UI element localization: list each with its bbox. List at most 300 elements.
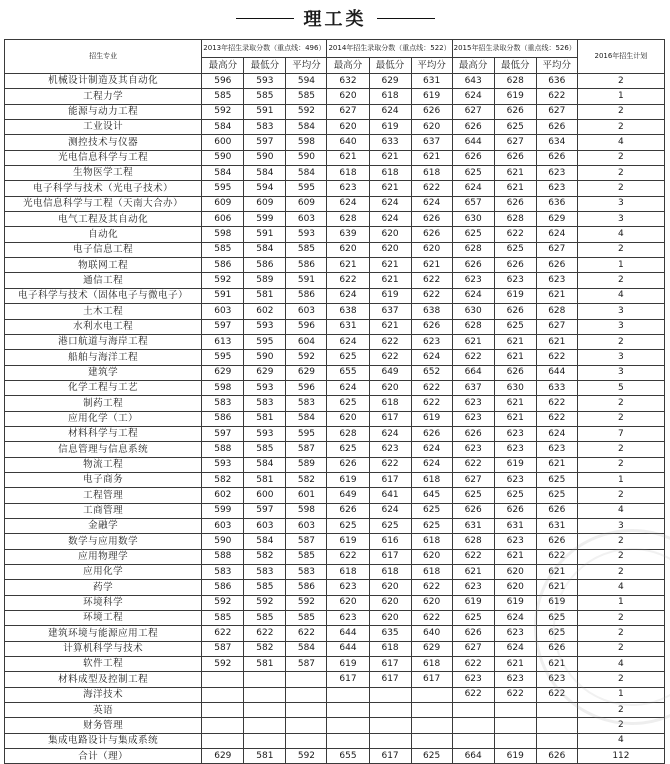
- min-2013-cell: 584: [244, 534, 286, 549]
- table-row: [5, 135, 665, 150]
- avg-2014-cell: [411, 687, 452, 702]
- plan-2016-cell: 3: [577, 212, 664, 227]
- avg-2015-cell: 623: [536, 181, 577, 196]
- min-2014-cell: 620: [369, 242, 411, 257]
- max-2014-cell: 620: [327, 242, 369, 257]
- max-2015-cell: 621: [452, 565, 494, 580]
- major-cell: 水利水电工程: [5, 319, 202, 334]
- avg-2015-cell: 626: [536, 749, 577, 764]
- plan-2016-cell: 2: [577, 641, 664, 656]
- max-2015-cell: 619: [452, 595, 494, 610]
- max-2015-cell: 624: [452, 288, 494, 303]
- min-2013-cell: 589: [244, 273, 286, 288]
- table-row: [5, 565, 665, 580]
- major-cell: 环境工程: [5, 611, 202, 626]
- plan-2016-cell: 1: [577, 258, 664, 273]
- max-2015-cell: 657: [452, 196, 494, 211]
- max-2013-cell: 591: [202, 288, 244, 303]
- plan-2016-cell: 1: [577, 472, 664, 487]
- min-2015-cell: 621: [494, 549, 536, 564]
- avg-2015-cell: 627: [536, 242, 577, 257]
- max-2013-cell: 584: [202, 166, 244, 181]
- major-cell: 物联网工程: [5, 258, 202, 273]
- min-2014-cell: 618: [369, 89, 411, 104]
- max-2013-cell: 585: [202, 242, 244, 257]
- max-2013-cell: 595: [202, 181, 244, 196]
- plan-2016-cell: 2: [577, 396, 664, 411]
- max-2015-cell: 623: [452, 442, 494, 457]
- table-body: [5, 74, 665, 764]
- year-2015-header: 2015年招生录取分数（重点线：526）: [452, 40, 577, 58]
- avg-2015-cell: 624: [536, 227, 577, 242]
- plan-2016-cell: 2: [577, 611, 664, 626]
- plan-2016-cell: 2: [577, 166, 664, 181]
- max-2015-cell: 626: [452, 120, 494, 135]
- max-2013-cell: [202, 718, 244, 733]
- plan-2016-cell: 2: [577, 120, 664, 135]
- min-2013-cell: 585: [244, 442, 286, 457]
- major-cell: 环境科学: [5, 595, 202, 610]
- min-2013-cell: 609: [244, 196, 286, 211]
- total-row: [5, 749, 665, 764]
- min-2013-cell: 593: [244, 74, 286, 89]
- table-row: [5, 611, 665, 626]
- min-2015-cell: 619: [494, 749, 536, 764]
- major-header: 招生专业: [5, 40, 202, 74]
- avg-2014-cell: 625: [411, 518, 452, 533]
- max-2014-cell: 622: [327, 273, 369, 288]
- max-2013-cell: 600: [202, 135, 244, 150]
- table-row: [5, 74, 665, 89]
- min-2015-cell: 626: [494, 150, 536, 165]
- min-2014-cell: 637: [369, 304, 411, 319]
- table-row: [5, 227, 665, 242]
- min-2014-cell: 629: [369, 74, 411, 89]
- table-row: [5, 120, 665, 135]
- min-2014-cell: 617: [369, 672, 411, 687]
- max-2013-cell: 590: [202, 534, 244, 549]
- plan-2016-cell: 2: [577, 703, 664, 718]
- avg-2015-cell: 636: [536, 74, 577, 89]
- avg-2014-cell: 629: [411, 641, 452, 656]
- max-2015-cell: 623: [452, 411, 494, 426]
- max-2013-cell: [202, 733, 244, 748]
- major-cell: 材料科学与工程: [5, 426, 202, 441]
- avg-2014-cell: 622: [411, 611, 452, 626]
- avg-2014-cell: 624: [411, 457, 452, 472]
- min-2014-cell: 621: [369, 273, 411, 288]
- avg-2013-cell: 586: [286, 258, 327, 273]
- max-2015-cell: 622: [452, 657, 494, 672]
- major-cell: 工程力学: [5, 89, 202, 104]
- max-2014-cell: 624: [327, 380, 369, 395]
- min-2015-cell: 620: [494, 565, 536, 580]
- min-2013-cell: 591: [244, 104, 286, 119]
- avg-2013-cell: 585: [286, 549, 327, 564]
- max-2014-cell: 624: [327, 288, 369, 303]
- min-2014-cell: 621: [369, 181, 411, 196]
- max-2013-cell: 587: [202, 641, 244, 656]
- max-2015-cell: 625: [452, 166, 494, 181]
- table-row: [5, 672, 665, 687]
- major-cell: 机械设计制造及其自动化: [5, 74, 202, 89]
- avg-2013-cell: [286, 687, 327, 702]
- max-2014-cell: 628: [327, 426, 369, 441]
- min-2015-cell: 621: [494, 657, 536, 672]
- max-2014-cell: 619: [327, 657, 369, 672]
- avg-2013-cell: [286, 733, 327, 748]
- min-score-header: 最低分: [369, 58, 411, 74]
- avg-2015-cell: 621: [536, 580, 577, 595]
- min-2014-cell: 623: [369, 442, 411, 457]
- plan-2016-cell: 2: [577, 626, 664, 641]
- major-cell: 药学: [5, 580, 202, 595]
- plan-2016-cell: 4: [577, 227, 664, 242]
- avg-2015-cell: 626: [536, 258, 577, 273]
- avg-2013-cell: 603: [286, 518, 327, 533]
- min-2013-cell: 591: [244, 227, 286, 242]
- max-2014-cell: 620: [327, 595, 369, 610]
- max-2014-cell: 638: [327, 304, 369, 319]
- plan-2016-cell: 2: [577, 411, 664, 426]
- avg-2013-cell: 592: [286, 350, 327, 365]
- max-2013-cell: 609: [202, 196, 244, 211]
- avg-2013-cell: 584: [286, 166, 327, 181]
- plan-2016-cell: 3: [577, 319, 664, 334]
- min-2013-cell: 581: [244, 749, 286, 764]
- avg-2015-cell: 644: [536, 365, 577, 380]
- major-cell: 工商管理: [5, 503, 202, 518]
- max-2014-cell: 622: [327, 549, 369, 564]
- table-row: [5, 104, 665, 119]
- table-row: [5, 396, 665, 411]
- max-2014-cell: 625: [327, 442, 369, 457]
- max-2015-cell: 625: [452, 611, 494, 626]
- major-cell: 英语: [5, 703, 202, 718]
- plan-2016-cell: 2: [577, 181, 664, 196]
- avg-2015-cell: 631: [536, 518, 577, 533]
- max-2013-cell: 582: [202, 472, 244, 487]
- major-cell: 光电信息科学与工程: [5, 150, 202, 165]
- avg-2013-cell: 584: [286, 120, 327, 135]
- avg-score-header: 平均分: [411, 58, 452, 74]
- plan-2016-cell: 7: [577, 426, 664, 441]
- table-row: [5, 242, 665, 257]
- max-2015-cell: 624: [452, 181, 494, 196]
- avg-2014-cell: 626: [411, 227, 452, 242]
- min-2015-cell: 624: [494, 611, 536, 626]
- max-2015-cell: 628: [452, 242, 494, 257]
- plan-2016-cell: 2: [577, 457, 664, 472]
- avg-2014-cell: 624: [411, 196, 452, 211]
- avg-2013-cell: 592: [286, 104, 327, 119]
- min-2013-cell: 600: [244, 488, 286, 503]
- max-2014-cell: [327, 703, 369, 718]
- avg-score-header: 平均分: [286, 58, 327, 74]
- avg-2015-cell: 626: [536, 503, 577, 518]
- avg-2015-cell: 622: [536, 687, 577, 702]
- min-2015-cell: 620: [494, 580, 536, 595]
- plan-2016-cell: 2: [577, 442, 664, 457]
- avg-2013-cell: 622: [286, 626, 327, 641]
- max-2013-cell: [202, 687, 244, 702]
- table-row: [5, 212, 665, 227]
- avg-2015-cell: [536, 718, 577, 733]
- max-2014-cell: 623: [327, 181, 369, 196]
- max-2015-cell: 644: [452, 135, 494, 150]
- max-2014-cell: 639: [327, 227, 369, 242]
- min-2013-cell: 602: [244, 304, 286, 319]
- avg-2015-cell: 623: [536, 672, 577, 687]
- avg-2015-cell: 633: [536, 380, 577, 395]
- min-2014-cell: 624: [369, 212, 411, 227]
- avg-2014-cell: 622: [411, 580, 452, 595]
- major-cell: 制药工程: [5, 396, 202, 411]
- major-cell: 自动化: [5, 227, 202, 242]
- min-2015-cell: 626: [494, 503, 536, 518]
- min-2015-cell: 621: [494, 411, 536, 426]
- major-cell: 电气工程及其自动化: [5, 212, 202, 227]
- avg-2014-cell: 617: [411, 672, 452, 687]
- max-2015-cell: 621: [452, 334, 494, 349]
- avg-2014-cell: 620: [411, 595, 452, 610]
- major-cell: 化学工程与工艺: [5, 380, 202, 395]
- min-2014-cell: 619: [369, 288, 411, 303]
- table-row: [5, 273, 665, 288]
- max-2015-cell: 623: [452, 273, 494, 288]
- avg-2014-cell: 625: [411, 749, 452, 764]
- avg-2013-cell: 592: [286, 749, 327, 764]
- min-2014-cell: 618: [369, 641, 411, 656]
- max-2014-cell: 625: [327, 350, 369, 365]
- table-row: [5, 304, 665, 319]
- max-2014-cell: 619: [327, 534, 369, 549]
- table-row: [5, 718, 665, 733]
- major-cell: 财务管理: [5, 718, 202, 733]
- table-row: [5, 334, 665, 349]
- table-row: [5, 657, 665, 672]
- max-2014-cell: 626: [327, 457, 369, 472]
- major-cell: 建筑学: [5, 365, 202, 380]
- max-2014-cell: 625: [327, 396, 369, 411]
- avg-2014-cell: 618: [411, 565, 452, 580]
- max-2015-cell: 626: [452, 258, 494, 273]
- table-row: [5, 258, 665, 273]
- min-2014-cell: 620: [369, 611, 411, 626]
- avg-2013-cell: 629: [286, 365, 327, 380]
- table-row: [5, 457, 665, 472]
- avg-2013-cell: [286, 718, 327, 733]
- year-2013-header: 2013年招生录取分数（重点线：496）: [202, 40, 327, 58]
- min-2013-cell: 590: [244, 150, 286, 165]
- plan-2016-cell: 2: [577, 334, 664, 349]
- table-row: [5, 518, 665, 533]
- plan-2016-cell: 2: [577, 104, 664, 119]
- avg-2015-cell: 621: [536, 288, 577, 303]
- major-cell: 数学与应用数学: [5, 534, 202, 549]
- table-row: [5, 641, 665, 656]
- min-2014-cell: 624: [369, 426, 411, 441]
- table-row: [5, 442, 665, 457]
- plan-2016-header: 2016年招生计划: [577, 40, 664, 74]
- avg-2015-cell: 623: [536, 166, 577, 181]
- plan-2016-cell: 4: [577, 580, 664, 595]
- max-2013-cell: 592: [202, 104, 244, 119]
- min-2013-cell: 581: [244, 657, 286, 672]
- max-2013-cell: 597: [202, 319, 244, 334]
- min-2014-cell: 624: [369, 503, 411, 518]
- major-cell: 物流工程: [5, 457, 202, 472]
- max-2014-cell: 621: [327, 150, 369, 165]
- max-2014-cell: 631: [327, 319, 369, 334]
- max-2015-cell: 627: [452, 104, 494, 119]
- max-2013-cell: [202, 703, 244, 718]
- table-row: [5, 534, 665, 549]
- table-row: [5, 380, 665, 395]
- avg-2015-cell: [536, 703, 577, 718]
- avg-2013-cell: 591: [286, 273, 327, 288]
- min-2014-cell: 621: [369, 150, 411, 165]
- max-2013-cell: 629: [202, 365, 244, 380]
- min-2014-cell: 620: [369, 227, 411, 242]
- max-2014-cell: 626: [327, 503, 369, 518]
- major-cell: 港口航道与海岸工程: [5, 334, 202, 349]
- avg-2014-cell: 652: [411, 365, 452, 380]
- avg-2014-cell: 620: [411, 549, 452, 564]
- max-2015-cell: 625: [452, 227, 494, 242]
- table-row: [5, 288, 665, 303]
- avg-2015-cell: 625: [536, 611, 577, 626]
- min-2015-cell: 625: [494, 319, 536, 334]
- min-2014-cell: 617: [369, 411, 411, 426]
- plan-2016-cell: 1: [577, 595, 664, 610]
- min-2013-cell: [244, 718, 286, 733]
- min-2014-cell: 635: [369, 626, 411, 641]
- avg-2015-cell: 621: [536, 334, 577, 349]
- max-2014-cell: [327, 733, 369, 748]
- max-2014-cell: [327, 687, 369, 702]
- max-2015-cell: 631: [452, 518, 494, 533]
- max-2014-cell: 618: [327, 166, 369, 181]
- avg-2013-cell: 590: [286, 150, 327, 165]
- major-cell: 通信工程: [5, 273, 202, 288]
- max-2015-cell: 623: [452, 580, 494, 595]
- table-row: [5, 150, 665, 165]
- min-2014-cell: 649: [369, 365, 411, 380]
- table-row: [5, 166, 665, 181]
- min-2013-cell: [244, 703, 286, 718]
- min-2014-cell: 617: [369, 472, 411, 487]
- min-2015-cell: 626: [494, 258, 536, 273]
- major-cell: 船舶与海洋工程: [5, 350, 202, 365]
- plan-2016-cell: 3: [577, 350, 664, 365]
- max-2014-cell: 640: [327, 135, 369, 150]
- avg-2014-cell: [411, 718, 452, 733]
- min-2013-cell: 584: [244, 166, 286, 181]
- min-2014-cell: 617: [369, 549, 411, 564]
- min-2015-cell: 623: [494, 672, 536, 687]
- avg-2013-cell: 598: [286, 135, 327, 150]
- min-2014-cell: 641: [369, 488, 411, 503]
- min-2014-cell: 622: [369, 457, 411, 472]
- avg-2014-cell: 626: [411, 212, 452, 227]
- avg-2015-cell: 623: [536, 442, 577, 457]
- avg-2014-cell: 622: [411, 273, 452, 288]
- min-2015-cell: 623: [494, 534, 536, 549]
- max-2013-cell: 592: [202, 657, 244, 672]
- avg-2014-cell: 618: [411, 472, 452, 487]
- avg-2013-cell: 589: [286, 457, 327, 472]
- plan-2016-cell: 2: [577, 672, 664, 687]
- avg-2015-cell: 625: [536, 472, 577, 487]
- plan-2016-cell: 3: [577, 365, 664, 380]
- min-2015-cell: 628: [494, 212, 536, 227]
- min-2013-cell: [244, 687, 286, 702]
- table-row: [5, 319, 665, 334]
- avg-2013-cell: 586: [286, 288, 327, 303]
- avg-2014-cell: 622: [411, 396, 452, 411]
- avg-2013-cell: 586: [286, 580, 327, 595]
- page-title: 理工类: [303, 9, 367, 30]
- max-2014-cell: 623: [327, 611, 369, 626]
- avg-2015-cell: 625: [536, 626, 577, 641]
- max-2015-cell: 664: [452, 365, 494, 380]
- min-2014-cell: 624: [369, 104, 411, 119]
- avg-2015-cell: 624: [536, 426, 577, 441]
- table-row: [5, 580, 665, 595]
- min-2015-cell: 621: [494, 181, 536, 196]
- plan-2016-cell: 2: [577, 565, 664, 580]
- plan-2016-cell: 4: [577, 503, 664, 518]
- title-row: [0, 0, 670, 36]
- plan-2016-cell: 2: [577, 273, 664, 288]
- min-2014-cell: 624: [369, 196, 411, 211]
- avg-2015-cell: 626: [536, 641, 577, 656]
- min-2015-cell: 626: [494, 104, 536, 119]
- min-2015-cell: 626: [494, 304, 536, 319]
- major-cell: 工程管理: [5, 488, 202, 503]
- max-2015-cell: [452, 718, 494, 733]
- max-2013-cell: 595: [202, 350, 244, 365]
- avg-2015-cell: 623: [536, 273, 577, 288]
- avg-2013-cell: [286, 672, 327, 687]
- min-2015-cell: [494, 733, 536, 748]
- max-2015-cell: 626: [452, 150, 494, 165]
- table-row: [5, 549, 665, 564]
- plan-2016-cell: 3: [577, 196, 664, 211]
- min-2013-cell: 629: [244, 365, 286, 380]
- avg-2015-cell: 619: [536, 595, 577, 610]
- min-2013-cell: 597: [244, 135, 286, 150]
- min-2013-cell: [244, 733, 286, 748]
- max-2015-cell: 630: [452, 212, 494, 227]
- max-2013-cell: 596: [202, 74, 244, 89]
- min-2014-cell: 620: [369, 380, 411, 395]
- min-2013-cell: 595: [244, 334, 286, 349]
- min-2013-cell: 585: [244, 611, 286, 626]
- major-cell: 应用物理学: [5, 549, 202, 564]
- min-2014-cell: 618: [369, 166, 411, 181]
- min-2015-cell: [494, 718, 536, 733]
- min-2015-cell: 623: [494, 626, 536, 641]
- plan-2016-cell: 1: [577, 687, 664, 702]
- plan-2016-cell: 2: [577, 534, 664, 549]
- max-2014-cell: 644: [327, 641, 369, 656]
- avg-2014-cell: 621: [411, 150, 452, 165]
- avg-2015-cell: 622: [536, 549, 577, 564]
- max-2013-cell: 585: [202, 611, 244, 626]
- avg-2014-cell: [411, 703, 452, 718]
